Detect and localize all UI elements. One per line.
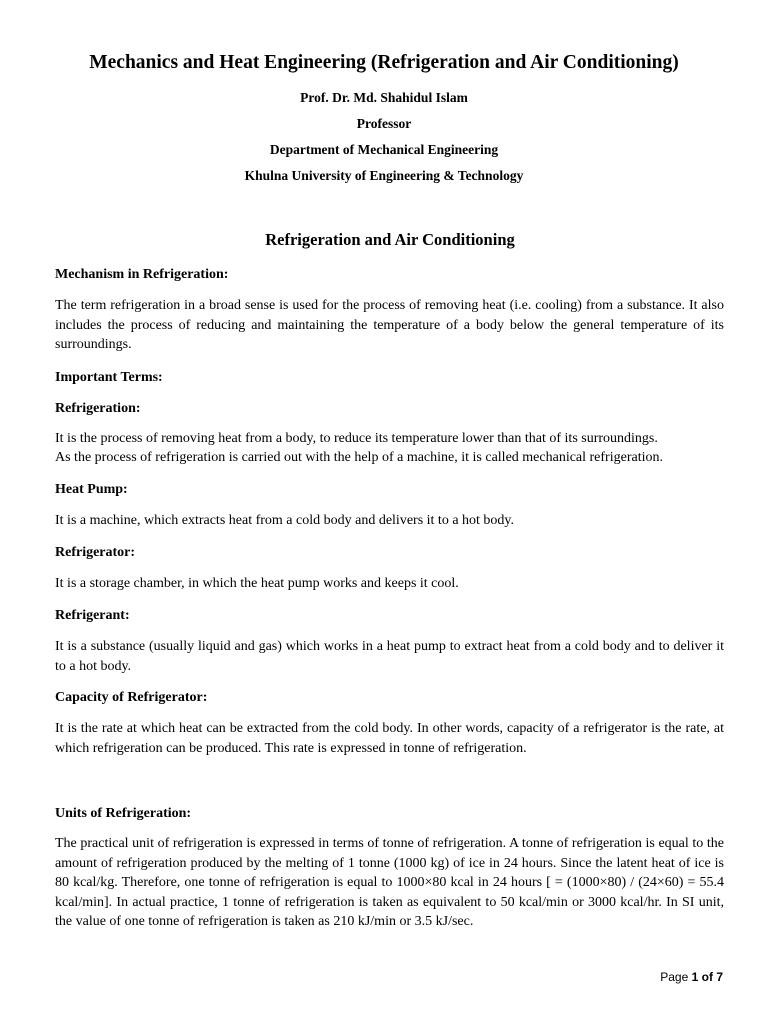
footer-total-pages: 7 [716, 970, 723, 984]
footer-page-word: Page [660, 970, 689, 984]
heading-capacity: Capacity of Refrigerator: [55, 690, 208, 705]
document-title: Mechanics and Heat Engineering (Refrigeration and Air Conditioning) [89, 52, 679, 73]
paragraph-capacity: It is the rate at which heat can be extracted from the cold body. In other words, capacity of a refrigerator is the rate, at which refrigeration can be produced. This rate is expressed in tonne of refrigeration. [55, 721, 724, 756]
footer-page-number: 1 [691, 970, 699, 984]
section-title: Refrigeration and Air Conditioning [265, 230, 515, 249]
heading-refrigerator: Refrigerator: [55, 545, 136, 560]
author-name: Prof. Dr. Md. Shahidul Islam [300, 90, 468, 105]
heading-refrigeration: Refrigeration: [55, 401, 141, 416]
paragraph-mechanism: The term refrigeration in a broad sense is used for the process of removing heat (i.e. cooling) from a substance. It also includes the process of reducing and maintaining the temperature of a body below the general temperature of its surroundings. [55, 298, 724, 352]
paragraph-heat-pump: It is a machine, which extracts heat from a cold body and delivers it to a hot body. [55, 513, 515, 528]
paragraph-units: The practical unit of refrigeration is expressed in terms of tonne of refrigeration. A tonne of refrigeration is equal to the amount of refrigeration produced by the melting of 1 tonne (1000 kg) of ice in 24 hours. Since the latent heat of ice is 80 kcal/kg. Therefore, one tonne of refrigeration is equal to 1000×80 kcal in 24 hours [ = (1000×80) / (24×60) = 55.4 kcal/min]. In actual practice, 1 tonne of refrigeration is taken as equivalent to 50 kcal/min or 3000 kcal/hr. In SI unit, the value of one tonne of refrigeration is taken as 210 kJ/min or 3.5 kJ/sec. [55, 836, 724, 929]
author-university: Khulna University of Engineering & Technology [244, 168, 524, 183]
page-footer [660, 969, 723, 985]
heading-heat-pump: Heat Pump: [55, 482, 128, 497]
heading-mechanism: Mechanism in Refrigeration: [55, 267, 229, 282]
heading-units: Units of Refrigeration: [55, 806, 192, 821]
heading-important-terms: Important Terms: [55, 370, 163, 385]
paragraph-refrigerator: It is a storage chamber, in which the heat pump works and keeps it cool. [55, 576, 459, 591]
footer-of-word: of [701, 970, 713, 984]
heading-refrigerant: Refrigerant: [55, 608, 130, 623]
author-department: Department of Mechanical Engineering [269, 142, 499, 157]
paragraph-refrigeration-line-1: It is the process of removing heat from a body, to reduce its temperature lower than that of its surroundings. [55, 431, 658, 446]
author-position: Professor [356, 116, 412, 131]
paragraph-refrigerant: It is a substance (usually liquid and gas) which works in a heat pump to extract heat from a cold body and to deliver it to a hot body. [55, 639, 724, 674]
paragraph-refrigeration-line-2: As the process of refrigeration is carried out with the help of a machine, it is called mechanical refrigeration. [55, 450, 663, 465]
